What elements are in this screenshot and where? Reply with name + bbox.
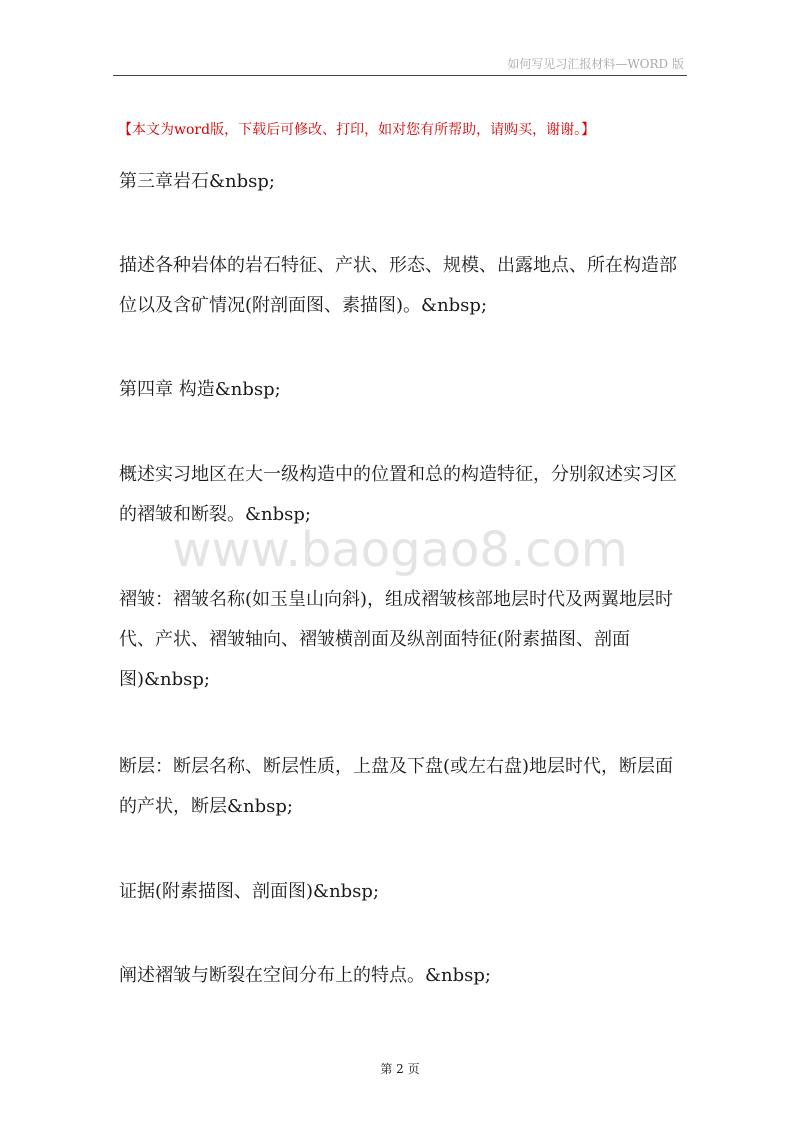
- paragraph-structure-overview: 概述实习地区在大一级构造中的位置和总的构造特征，分别叙述实习区的褶皱和断裂。&nbsp;: [119, 464, 677, 525]
- paragraph-faults: 断层：断层名称、断层性质，上盘及下盘(或左右盘)地层时代，断层面的产状，断层&nbsp;: [119, 756, 674, 817]
- chapter-4-heading: 第四章 构造&nbsp;: [119, 379, 281, 400]
- download-notice: 【本文为word版，下载后可修改、打印，如对您有所帮助，请购买，谢谢。】: [118, 122, 596, 138]
- paragraph-evidence: 证据(附素描图、剖面图)&nbsp;: [119, 881, 380, 902]
- chapter-3-heading: 第三章岩石&nbsp;: [119, 171, 275, 192]
- header-divider: [113, 75, 687, 76]
- header-title: 如何写见习汇报材料—WORD 版: [507, 57, 684, 71]
- watermark: www.baogao8.com: [172, 522, 628, 578]
- page-number: 第 2 页: [380, 1062, 420, 1076]
- paragraph-rock-description: 描述各种岩体的岩石特征、产状、形态、规模、出露地点、所在构造部位以及含矿情况(附剖面图、素描图)。&nbsp;: [119, 255, 677, 316]
- paragraph-folds: 褶皱：褶皱名称(如玉皇山向斜)，组成褶皱核部地层时代及两翼地层时代、产状、褶皱轴向、褶皱横剖面及纵剖面特征(附素描图、剖面图)&nbsp;: [119, 589, 674, 690]
- paragraph-distribution: 阐述褶皱与断裂在空间分布上的特点。&nbsp;: [119, 965, 491, 986]
